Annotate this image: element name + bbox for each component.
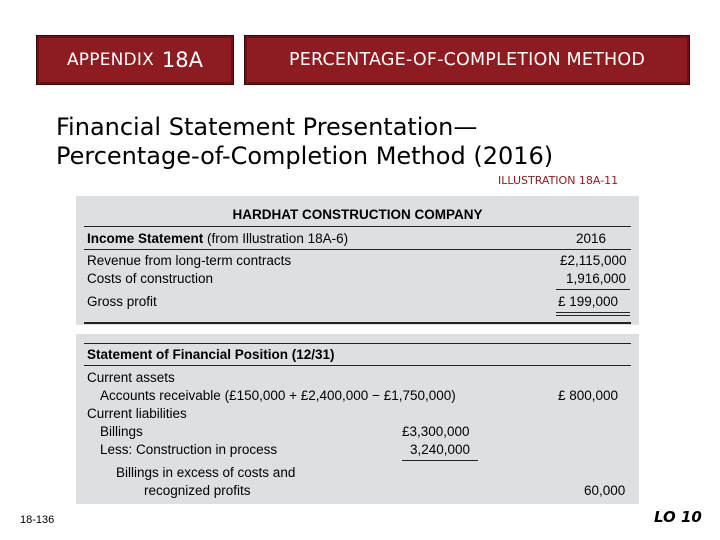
income-year: 2016 [576,231,607,246]
income-statement-panel [76,196,639,325]
divider [84,226,631,227]
billings-excess-label-line2: recognized profits [144,483,251,498]
double-rule-top [556,312,630,313]
topic-header-box [244,35,690,85]
revenue-value: £2,115,000 [560,253,627,268]
illustration-label: ILLUSTRATION 18A-11 [498,174,619,187]
double-rule-bottom [556,315,630,316]
panel-bottom-rule [84,322,631,324]
income-statement-heading [87,231,348,246]
billings-value: £3,300,000 [402,424,470,439]
revenue-label: Revenue from long-term contracts [87,253,292,268]
divider [84,249,631,250]
financial-position-heading: Statement of Financial Position (12/31) [87,347,335,362]
income-heading-text: Income Statement [87,231,204,246]
current-liabilities-label: Current liabilities [87,406,187,421]
divider [84,343,631,344]
financial-position-panel [76,334,639,504]
billings-excess-value: 60,000 [584,483,626,498]
accounts-receivable-value: £ 800,000 [558,388,619,403]
costs-label: Costs of construction [87,271,214,286]
gross-profit-label: Gross profit [87,294,157,309]
billings-label: Billings [100,424,143,439]
company-name: HARDHAT CONSTRUCTION COMPANY [232,207,483,222]
gross-profit-value: £ 199,000 [558,294,619,309]
appendix-number: 18A [161,48,204,72]
construction-in-process-value: 3,240,000 [410,442,471,457]
costs-value: 1,916,000 [566,271,627,286]
accounts-receivable-label: Accounts receivable (£150,000 + £2,400,000 − £1,750,000) [100,388,456,403]
construction-in-process-label: Less: Construction in process [100,442,278,457]
income-heading-note: (from Illustration 18A-6) [207,231,349,246]
slide-title-line1: Financial Statement Presentation— [56,113,478,141]
appendix-header-box [36,35,234,85]
page-number: 18-136 [20,514,55,526]
slide-title-line2: Percentage-of-Completion Method (2016) [56,142,554,170]
billings-excess-label-line1: Billings in excess of costs and [116,465,296,480]
learning-objective: LO 10 [654,508,702,526]
divider [84,365,631,366]
appendix-label: APPENDIX [66,50,154,70]
sum-rule [556,289,630,290]
topic-title: PERCENTAGE-OF-COMPLETION METHOD [288,50,646,70]
slide-title [56,113,656,171]
sum-rule [402,460,478,461]
current-assets-label: Current assets [87,370,175,385]
